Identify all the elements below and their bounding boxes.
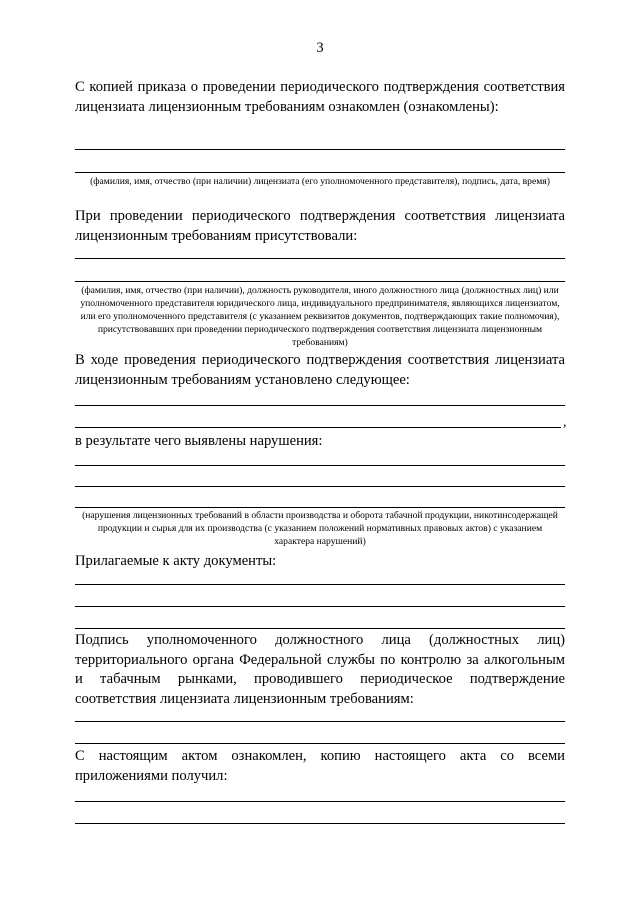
line-comma: ,: [563, 415, 567, 430]
fill-line: [75, 743, 565, 744]
attached-paragraph: Прилагаемые к акту документы:: [75, 553, 277, 569]
received-paragraph: С настоящим актом ознакомлен, копию настоящего акта со всеми приложениями получил:: [75, 748, 565, 784]
acquainted-paragraph: С копией приказа о проведении периодического подтверждения соответствия лицензиата лицензионным требованиям ознакомлен (ознакомлены):: [75, 79, 565, 115]
fill-line: [75, 507, 565, 508]
fill-line: [75, 801, 565, 802]
violations-caption: (нарушения лицензионных требований в области производства и оборота табачной продукции, никотинсодержащей продукции и сырья для их производства (с указанием положений нормативных правовых актов) с указанием характера нарушений): [82, 510, 558, 547]
present-caption: (фамилия, имя, отчество (при наличии), должность руководителя, иного должностного лица (должностных лиц) или уполномоченного представителя юридического лица, индивидуального предпринимателя, являющихся лицензиатом, или его уполномоченного представителя (с указанием реквизитов документов, подтверждающих такие полномочия), присутствовавших при проведении периодического подтверждения соответствия лицензиата лицензионным требованиям): [80, 285, 560, 348]
fill-line: [75, 281, 565, 282]
fill-line: [75, 606, 565, 607]
fill-line: [75, 628, 565, 629]
page-number: 3: [316, 40, 324, 56]
licensee-caption: (фамилия, имя, отчество (при наличии) лицензиата (его уполномоченного представителя), подпись, дата, время): [90, 176, 550, 187]
fill-line: [75, 823, 565, 824]
fill-line: [75, 149, 565, 150]
fill-line: [75, 427, 561, 428]
violations-paragraph: в результате чего выявлены нарушения:: [75, 433, 323, 449]
fill-line: [75, 486, 565, 487]
fill-line: [75, 258, 565, 259]
established-paragraph: В ходе проведения периодического подтверждения соответствия лицензиата лицензионным требованиям установлено следующее:: [75, 352, 565, 388]
fill-line: [75, 721, 565, 722]
fill-line: [75, 405, 565, 406]
fill-line: [75, 172, 565, 173]
present-paragraph: При проведении периодического подтверждения соответствия лицензиата лицензионным требованиям присутствовали:: [75, 208, 565, 244]
signature-paragraph: Подпись уполномоченного должностного лица (должностных лиц) территориального органа Федеральной службы по контролю за алкогольным и табачным рынками, проводившего периодическое подтверждение соответствия лицензиата лицензионным требованиям:: [75, 632, 565, 707]
fill-line: [75, 584, 565, 585]
fill-line: [75, 465, 565, 466]
